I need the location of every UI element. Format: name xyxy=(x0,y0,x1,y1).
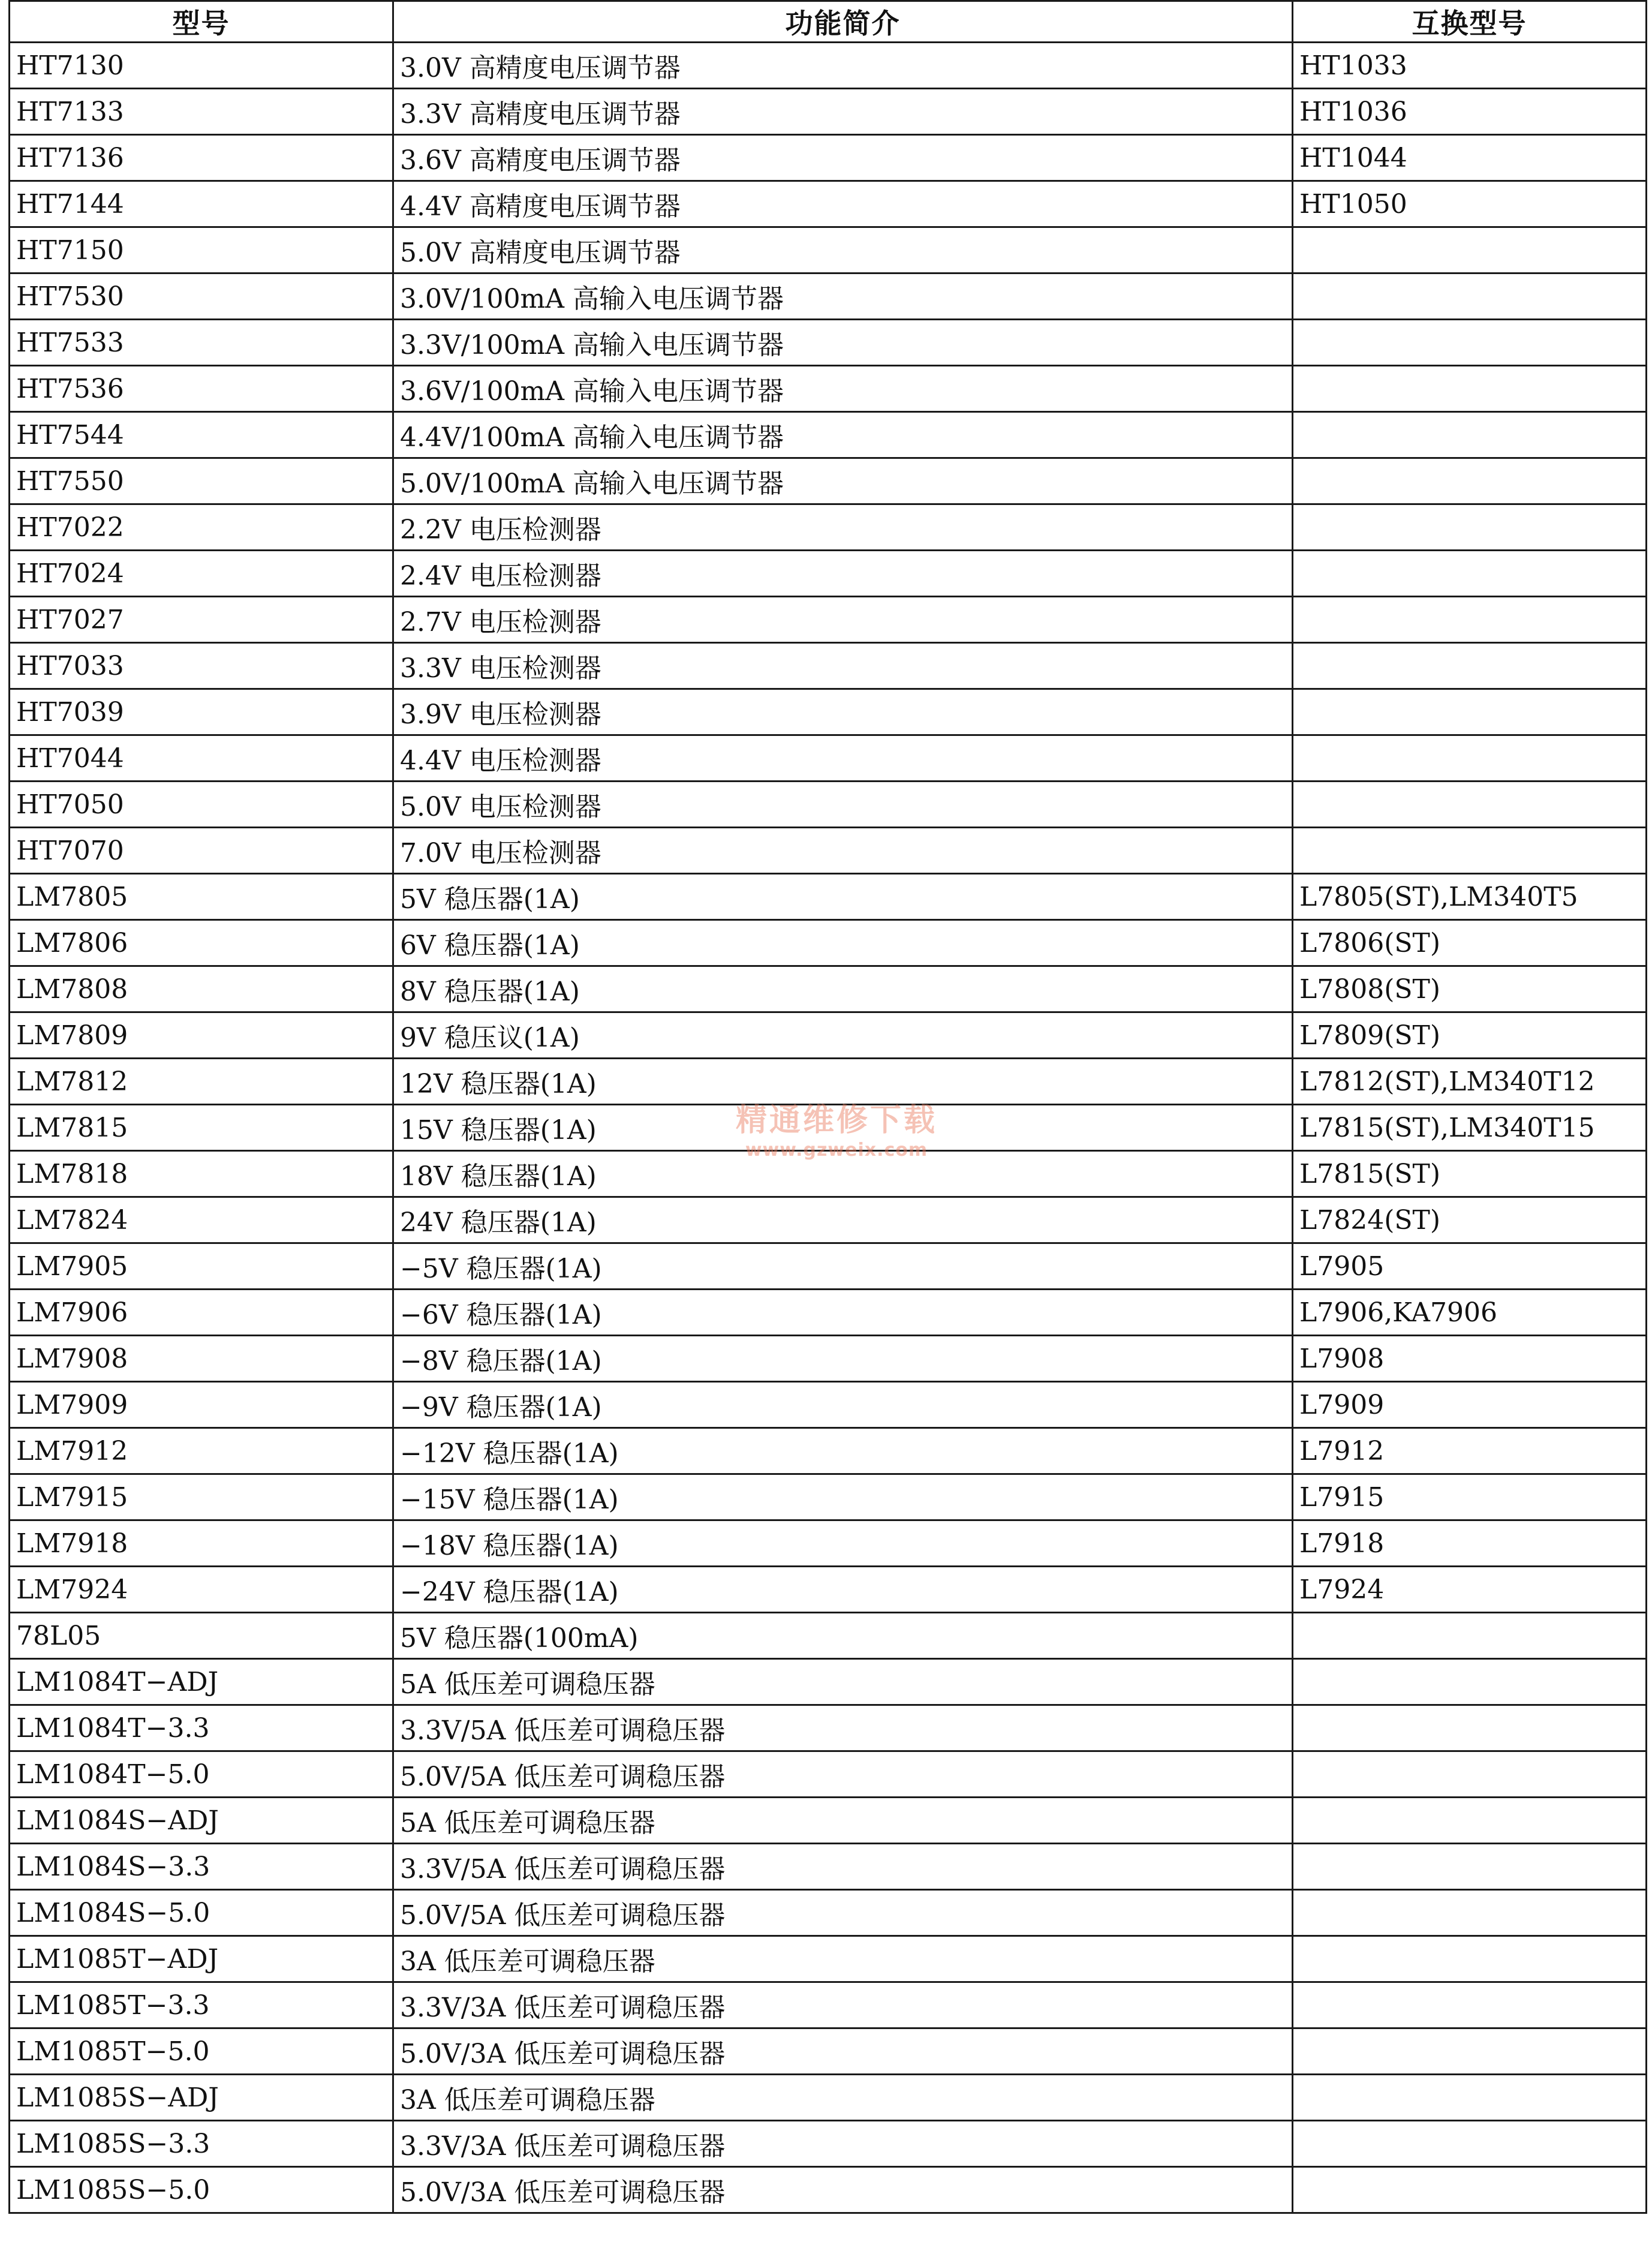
header-row xyxy=(10,1,1647,43)
cell-model: HT7133 xyxy=(10,89,393,135)
cell-replacement: L7815(ST),LM340T15 xyxy=(1293,1105,1647,1151)
cell-model: LM1084T−ADJ xyxy=(10,1659,393,1705)
cell-description: 7.0V 电压检测器 xyxy=(393,828,1293,874)
table-row xyxy=(10,1151,1647,1197)
cell-description: 3.3V/3A 低压差可调稳压器 xyxy=(393,1982,1293,2028)
cell-description: 5A 低压差可调稳压器 xyxy=(393,1659,1293,1705)
cell-description: 24V 稳压器(1A) xyxy=(393,1197,1293,1243)
cell-model: LM1085T−5.0 xyxy=(10,2028,393,2075)
cell-model: HT7022 xyxy=(10,504,393,551)
cell-description: −8V 稳压器(1A) xyxy=(393,1336,1293,1382)
cell-replacement: L7912 xyxy=(1293,1428,1647,1474)
cell-model: LM7909 xyxy=(10,1382,393,1428)
cell-model: HT7027 xyxy=(10,597,393,643)
table-row xyxy=(10,2028,1647,2075)
cell-description: −24V 稳压器(1A) xyxy=(393,1567,1293,1613)
cell-description: 2.4V 电压检测器 xyxy=(393,551,1293,597)
cell-model: LM1085S−ADJ xyxy=(10,2075,393,2121)
cell-model: LM1085T−3.3 xyxy=(10,1982,393,2028)
cell-replacement xyxy=(1293,828,1647,874)
cell-replacement: L7808(ST) xyxy=(1293,966,1647,1012)
table-row xyxy=(10,966,1647,1012)
cell-model: LM7808 xyxy=(10,966,393,1012)
cell-replacement xyxy=(1293,458,1647,504)
header-model: 型号 xyxy=(10,1,393,43)
cell-description: 9V 稳压议(1A) xyxy=(393,1012,1293,1059)
cell-replacement: L7924 xyxy=(1293,1567,1647,1613)
cell-model: LM1084S−ADJ xyxy=(10,1798,393,1844)
table-row xyxy=(10,1613,1647,1659)
cell-description: 5V 稳压器(100mA) xyxy=(393,1613,1293,1659)
table-row xyxy=(10,1844,1647,1890)
cell-description: 5.0V 高精度电压调节器 xyxy=(393,227,1293,274)
table-row xyxy=(10,874,1647,920)
table-row xyxy=(10,135,1647,181)
table-row xyxy=(10,320,1647,366)
cell-model: LM7812 xyxy=(10,1059,393,1105)
table-row xyxy=(10,551,1647,597)
table-row xyxy=(10,1936,1647,1982)
table-row xyxy=(10,782,1647,828)
table-row xyxy=(10,2167,1647,2213)
table-row xyxy=(10,181,1647,227)
cell-description: −12V 稳压器(1A) xyxy=(393,1428,1293,1474)
cell-replacement: L7815(ST) xyxy=(1293,1151,1647,1197)
cell-replacement: L7806(ST) xyxy=(1293,920,1647,966)
cell-model: LM7824 xyxy=(10,1197,393,1243)
cell-replacement: L7909 xyxy=(1293,1382,1647,1428)
cell-model: LM7806 xyxy=(10,920,393,966)
parts-table xyxy=(8,0,1647,2214)
cell-replacement: L7908 xyxy=(1293,1336,1647,1382)
cell-model: HT7536 xyxy=(10,366,393,412)
cell-description: 3A 低压差可调稳压器 xyxy=(393,2075,1293,2121)
cell-model: LM7918 xyxy=(10,1520,393,1567)
table-row xyxy=(10,1428,1647,1474)
cell-description: −9V 稳压器(1A) xyxy=(393,1382,1293,1428)
table-row xyxy=(10,1382,1647,1428)
cell-model: LM7924 xyxy=(10,1567,393,1613)
table-row xyxy=(10,920,1647,966)
cell-description: −15V 稳压器(1A) xyxy=(393,1474,1293,1520)
table-row xyxy=(10,412,1647,458)
table-row xyxy=(10,227,1647,274)
cell-replacement: L7805(ST),LM340T5 xyxy=(1293,874,1647,920)
cell-model: LM1084S−5.0 xyxy=(10,1890,393,1936)
cell-description: 3.3V/100mA 高输入电压调节器 xyxy=(393,320,1293,366)
cell-replacement xyxy=(1293,735,1647,782)
cell-description: 5.0V/3A 低压差可调稳压器 xyxy=(393,2028,1293,2075)
cell-model: HT7544 xyxy=(10,412,393,458)
cell-model: HT7050 xyxy=(10,782,393,828)
table-row xyxy=(10,1567,1647,1613)
cell-description: 5.0V 电压检测器 xyxy=(393,782,1293,828)
cell-description: 3.0V 高精度电压调节器 xyxy=(393,43,1293,89)
table-row xyxy=(10,1798,1647,1844)
cell-model: LM1084S−3.3 xyxy=(10,1844,393,1890)
cell-description: 4.4V 电压检测器 xyxy=(393,735,1293,782)
table-row xyxy=(10,458,1647,504)
cell-description: 18V 稳压器(1A) xyxy=(393,1151,1293,1197)
cell-replacement xyxy=(1293,274,1647,320)
table-row xyxy=(10,1197,1647,1243)
cell-model: LM1084T−3.3 xyxy=(10,1705,393,1751)
cell-description: 5.0V/5A 低压差可调稳压器 xyxy=(393,1890,1293,1936)
table-row xyxy=(10,1705,1647,1751)
cell-replacement xyxy=(1293,1613,1647,1659)
cell-description: 3.3V/5A 低压差可调稳压器 xyxy=(393,1844,1293,1890)
cell-description: −5V 稳压器(1A) xyxy=(393,1243,1293,1290)
cell-description: 3.6V/100mA 高输入电压调节器 xyxy=(393,366,1293,412)
cell-description: 3A 低压差可调稳压器 xyxy=(393,1936,1293,1982)
cell-replacement xyxy=(1293,1659,1647,1705)
table-row xyxy=(10,597,1647,643)
table-row xyxy=(10,1659,1647,1705)
cell-model: HT7533 xyxy=(10,320,393,366)
cell-model: HT7550 xyxy=(10,458,393,504)
cell-model: HT7024 xyxy=(10,551,393,597)
watermark-name: 精通维修下载 xyxy=(735,1102,937,1138)
header-description: 功能简介 xyxy=(393,1,1293,43)
cell-replacement xyxy=(1293,2075,1647,2121)
table-row xyxy=(10,735,1647,782)
cell-model: HT7033 xyxy=(10,643,393,689)
cell-replacement xyxy=(1293,597,1647,643)
cell-description: 3.3V 电压检测器 xyxy=(393,643,1293,689)
cell-replacement: HT1044 xyxy=(1293,135,1647,181)
cell-description: −6V 稳压器(1A) xyxy=(393,1290,1293,1336)
cell-replacement xyxy=(1293,782,1647,828)
header-replacement: 互换型号 xyxy=(1293,1,1647,43)
table-row xyxy=(10,1336,1647,1382)
cell-model: LM7908 xyxy=(10,1336,393,1382)
cell-model: LM7805 xyxy=(10,874,393,920)
cell-replacement xyxy=(1293,689,1647,735)
cell-description: 2.7V 电压检测器 xyxy=(393,597,1293,643)
cell-replacement: L7812(ST),LM340T12 xyxy=(1293,1059,1647,1105)
cell-replacement xyxy=(1293,227,1647,274)
cell-model: LM7818 xyxy=(10,1151,393,1197)
cell-description: 3.6V 高精度电压调节器 xyxy=(393,135,1293,181)
cell-model: HT7136 xyxy=(10,135,393,181)
cell-replacement: L7809(ST) xyxy=(1293,1012,1647,1059)
cell-model: HT7044 xyxy=(10,735,393,782)
cell-replacement xyxy=(1293,2167,1647,2213)
cell-replacement xyxy=(1293,1751,1647,1798)
table-row xyxy=(10,1290,1647,1336)
cell-replacement xyxy=(1293,2121,1647,2167)
cell-model: LM7912 xyxy=(10,1428,393,1474)
cell-description: 3.3V 高精度电压调节器 xyxy=(393,89,1293,135)
cell-replacement: HT1033 xyxy=(1293,43,1647,89)
cell-replacement xyxy=(1293,1705,1647,1751)
table-row xyxy=(10,1751,1647,1798)
table-row xyxy=(10,1243,1647,1290)
cell-replacement: HT1050 xyxy=(1293,181,1647,227)
cell-description: 3.9V 电压检测器 xyxy=(393,689,1293,735)
cell-description: 5.0V/100mA 高输入电压调节器 xyxy=(393,458,1293,504)
cell-model: LM7906 xyxy=(10,1290,393,1336)
table-row xyxy=(10,1059,1647,1105)
cell-replacement xyxy=(1293,504,1647,551)
table-row xyxy=(10,1520,1647,1567)
cell-model: HT7150 xyxy=(10,227,393,274)
cell-description: 6V 稳压器(1A) xyxy=(393,920,1293,966)
table-row xyxy=(10,1890,1647,1936)
cell-model: LM7905 xyxy=(10,1243,393,1290)
cell-description: 4.4V 高精度电压调节器 xyxy=(393,181,1293,227)
cell-description: 3.3V/5A 低压差可调稳压器 xyxy=(393,1705,1293,1751)
table-row xyxy=(10,689,1647,735)
cell-description: 4.4V/100mA 高输入电压调节器 xyxy=(393,412,1293,458)
cell-replacement xyxy=(1293,320,1647,366)
cell-model: LM7915 xyxy=(10,1474,393,1520)
cell-model: HT7070 xyxy=(10,828,393,874)
cell-description: 2.2V 电压检测器 xyxy=(393,504,1293,551)
cell-replacement xyxy=(1293,2028,1647,2075)
table-row xyxy=(10,504,1647,551)
cell-replacement xyxy=(1293,643,1647,689)
cell-replacement: L7915 xyxy=(1293,1474,1647,1520)
table-row xyxy=(10,274,1647,320)
table-row xyxy=(10,1105,1647,1151)
table-row xyxy=(10,1012,1647,1059)
cell-description: 8V 稳压器(1A) xyxy=(393,966,1293,1012)
table-body xyxy=(10,43,1647,2213)
cell-replacement xyxy=(1293,551,1647,597)
cell-model: LM1085S−5.0 xyxy=(10,2167,393,2213)
cell-replacement: L7824(ST) xyxy=(1293,1197,1647,1243)
cell-description: 5.0V/3A 低压差可调稳压器 xyxy=(393,2167,1293,2213)
watermark-url: www.gzweix.com xyxy=(745,1140,928,1161)
table-row xyxy=(10,1474,1647,1520)
table-row xyxy=(10,2075,1647,2121)
cell-model: LM1085S−3.3 xyxy=(10,2121,393,2167)
cell-description: 5A 低压差可调稳压器 xyxy=(393,1798,1293,1844)
cell-replacement xyxy=(1293,1982,1647,2028)
cell-replacement xyxy=(1293,1936,1647,1982)
cell-description: 3.0V/100mA 高输入电压调节器 xyxy=(393,274,1293,320)
cell-replacement xyxy=(1293,1890,1647,1936)
table-row xyxy=(10,366,1647,412)
table-row xyxy=(10,43,1647,89)
cell-description: 5V 稳压器(1A) xyxy=(393,874,1293,920)
cell-model: HT7530 xyxy=(10,274,393,320)
cell-model: LM7815 xyxy=(10,1105,393,1151)
cell-replacement: L7905 xyxy=(1293,1243,1647,1290)
cell-model: HT7039 xyxy=(10,689,393,735)
cell-replacement: L7918 xyxy=(1293,1520,1647,1567)
cell-replacement xyxy=(1293,366,1647,412)
cell-model: LM7809 xyxy=(10,1012,393,1059)
table-header xyxy=(10,1,1647,43)
cell-replacement xyxy=(1293,1798,1647,1844)
cell-model: LM1085T−ADJ xyxy=(10,1936,393,1982)
table-row xyxy=(10,89,1647,135)
cell-description: 3.3V/3A 低压差可调稳压器 xyxy=(393,2121,1293,2167)
cell-description: 12V 稳压器(1A) xyxy=(393,1059,1293,1105)
cell-model: HT7144 xyxy=(10,181,393,227)
cell-replacement: HT1036 xyxy=(1293,89,1647,135)
table-row xyxy=(10,643,1647,689)
cell-model: LM1084T−5.0 xyxy=(10,1751,393,1798)
cell-description: 5.0V/5A 低压差可调稳压器 xyxy=(393,1751,1293,1798)
cell-model: HT7130 xyxy=(10,43,393,89)
cell-description: 15V 稳压器(1A) xyxy=(393,1105,1293,1151)
cell-model: 78L05 xyxy=(10,1613,393,1659)
table-row xyxy=(10,1982,1647,2028)
cell-description: −18V 稳压器(1A) xyxy=(393,1520,1293,1567)
cell-replacement xyxy=(1293,1844,1647,1890)
table-row xyxy=(10,828,1647,874)
table-row xyxy=(10,2121,1647,2167)
cell-replacement: L7906,KA7906 xyxy=(1293,1290,1647,1336)
cell-replacement xyxy=(1293,412,1647,458)
